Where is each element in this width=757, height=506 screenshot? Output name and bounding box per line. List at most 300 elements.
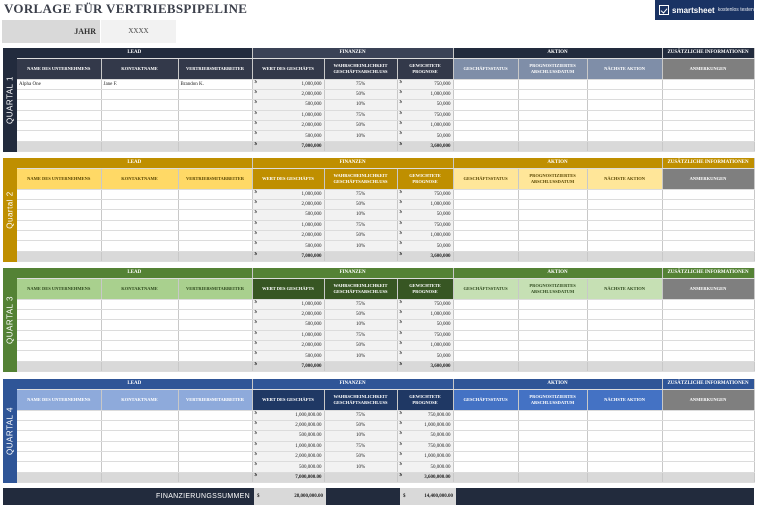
close-probability-cell[interactable]: 50%: [324, 199, 397, 209]
currency-symbol: $: [254, 472, 258, 478]
sales-rep-cell[interactable]: [178, 131, 252, 141]
deal-status-cell[interactable]: [453, 320, 518, 330]
currency-symbol: $: [254, 131, 258, 137]
forecast-close-date-cell[interactable]: [518, 452, 587, 462]
deal-status-cell[interactable]: [453, 341, 518, 351]
weighted-forecast-cell[interactable]: [397, 121, 453, 131]
deal-value-cell[interactable]: [252, 131, 324, 141]
sales-rep-cell[interactable]: [178, 189, 252, 199]
company-name-cell[interactable]: [17, 341, 101, 351]
company-name-cell[interactable]: [17, 309, 101, 319]
contact-name-cell[interactable]: [101, 100, 178, 110]
next-action-cell[interactable]: [587, 241, 662, 251]
close-probability-cell[interactable]: 10%: [324, 241, 397, 251]
contact-name-cell[interactable]: [101, 441, 178, 451]
contact-name-cell[interactable]: Jane F.: [101, 79, 178, 89]
close-probability-cell[interactable]: 75%: [324, 410, 397, 420]
deal-status-cell[interactable]: [453, 351, 518, 361]
deal-value-cell[interactable]: [252, 431, 324, 441]
company-name-cell[interactable]: [17, 89, 101, 99]
notes-cell[interactable]: [662, 330, 754, 340]
deal-status-cell[interactable]: [453, 420, 518, 430]
notes-cell[interactable]: [662, 110, 754, 120]
close-probability-cell[interactable]: 50%: [324, 89, 397, 99]
weighted-forecast-cell[interactable]: [397, 89, 453, 99]
currency-symbol: $: [254, 110, 258, 116]
forecast-close-date-cell[interactable]: [518, 89, 587, 99]
company-name-cell[interactable]: [17, 320, 101, 330]
contact-name-cell[interactable]: [101, 410, 178, 420]
contact-name-cell[interactable]: [101, 431, 178, 441]
deal-status-cell[interactable]: [453, 231, 518, 241]
notes-cell[interactable]: [662, 199, 754, 209]
close-probability-cell[interactable]: 10%: [324, 320, 397, 330]
sales-rep-cell[interactable]: [178, 330, 252, 340]
contact-name-cell[interactable]: [101, 131, 178, 141]
table-row: [17, 420, 754, 430]
company-name-cell[interactable]: [17, 100, 101, 110]
forecast-close-date-cell[interactable]: [518, 410, 587, 420]
weighted-forecast-cell[interactable]: [397, 341, 453, 351]
column-header-company-name: NAME DES UNTERNEHMENS: [17, 278, 101, 299]
company-name-cell[interactable]: [17, 420, 101, 430]
company-name-cell[interactable]: [17, 110, 101, 120]
weighted-forecast-cell[interactable]: [397, 220, 453, 230]
close-probability-cell[interactable]: 10%: [324, 210, 397, 220]
contact-name-cell[interactable]: [101, 189, 178, 199]
contact-name-cell[interactable]: [101, 110, 178, 120]
next-action-cell[interactable]: [587, 320, 662, 330]
weighted-forecast-value: 750,000: [434, 301, 451, 307]
total-sales-rep-cell: [178, 472, 252, 482]
weighted-forecast-cell[interactable]: [397, 110, 453, 120]
sales-rep-cell[interactable]: [178, 341, 252, 351]
forecast-close-date-cell[interactable]: [518, 100, 587, 110]
weighted-forecast-cell[interactable]: [397, 441, 453, 451]
company-name-cell[interactable]: [17, 210, 101, 220]
contact-name-cell[interactable]: [101, 452, 178, 462]
contact-name-cell[interactable]: [101, 309, 178, 319]
weighted-forecast-value: 750,000.00: [428, 412, 451, 418]
weighted-forecast-value: 50,000.00: [430, 464, 451, 470]
close-probability-cell[interactable]: 75%: [324, 441, 397, 451]
table-row: [17, 341, 754, 351]
deal-status-cell[interactable]: [453, 100, 518, 110]
company-name-cell[interactable]: [17, 452, 101, 462]
close-probability-cell[interactable]: 75%: [324, 330, 397, 340]
sales-rep-cell[interactable]: [178, 309, 252, 319]
deal-value-value: 1,000,000: [301, 301, 322, 307]
table-row: [17, 189, 754, 199]
forecast-close-date-cell[interactable]: [518, 121, 587, 131]
deal-status-cell[interactable]: [453, 189, 518, 199]
deal-value-cell[interactable]: [252, 330, 324, 340]
next-action-cell[interactable]: [587, 351, 662, 361]
pipeline-table: [17, 268, 755, 372]
deal-value-cell[interactable]: [252, 89, 324, 99]
deal-value-value: 500,000.00: [299, 464, 322, 470]
close-probability-cell[interactable]: 10%: [324, 100, 397, 110]
close-probability-cell[interactable]: 50%: [324, 121, 397, 131]
next-action-cell[interactable]: [587, 299, 662, 309]
close-probability-cell[interactable]: 50%: [324, 341, 397, 351]
company-name-cell[interactable]: [17, 231, 101, 241]
close-probability-cell[interactable]: 50%: [324, 231, 397, 241]
forecast-close-date-cell[interactable]: [518, 351, 587, 361]
deal-value-cell[interactable]: [252, 241, 324, 251]
deal-status-cell[interactable]: [453, 79, 518, 89]
notes-cell[interactable]: [662, 341, 754, 351]
next-action-cell[interactable]: [587, 441, 662, 451]
forecast-close-date-cell[interactable]: [518, 320, 587, 330]
next-action-cell[interactable]: [587, 420, 662, 430]
section-title-finance: FINANZEN: [252, 158, 453, 168]
sales-rep-cell[interactable]: [178, 441, 252, 451]
deal-status-cell[interactable]: [453, 110, 518, 120]
deal-value-value: 1,000,000.00: [295, 443, 322, 449]
deal-status-cell[interactable]: [453, 410, 518, 420]
weighted-forecast-cell[interactable]: [397, 199, 453, 209]
weighted-forecast-cell[interactable]: [397, 410, 453, 420]
deal-status-cell[interactable]: [453, 241, 518, 251]
weighted-forecast-cell[interactable]: [397, 351, 453, 361]
contact-name-cell[interactable]: [101, 341, 178, 351]
currency-symbol: $: [399, 189, 403, 195]
deal-value-cell[interactable]: [252, 452, 324, 462]
deal-value-cell[interactable]: [252, 410, 324, 420]
total-close-probability-cell: [324, 472, 397, 482]
next-action-cell[interactable]: [587, 309, 662, 319]
weighted-forecast-cell[interactable]: [397, 241, 453, 251]
column-header-contact-name: KONTAKTNAME: [101, 168, 178, 189]
forecast-close-date-cell[interactable]: [518, 431, 587, 441]
sales-rep-cell[interactable]: [178, 89, 252, 99]
notes-cell[interactable]: [662, 351, 754, 361]
total-forecast-close-date-cell: [518, 361, 587, 371]
close-probability-cell[interactable]: 50%: [324, 420, 397, 430]
notes-cell[interactable]: [662, 462, 754, 472]
sales-rep-cell[interactable]: [178, 462, 252, 472]
contact-name-cell[interactable]: [101, 462, 178, 472]
weighted-forecast-value: 750,000: [434, 332, 451, 338]
forecast-close-date-cell[interactable]: [518, 199, 587, 209]
weighted-forecast-value: 1,000,000: [430, 92, 451, 98]
deal-value-cell[interactable]: [252, 220, 324, 230]
sales-rep-cell[interactable]: [178, 299, 252, 309]
column-header-close-probability: WAHRSCHEINLICHKEIT GESCHÄFTSABSCHLUSS: [324, 389, 397, 410]
sales-rep-cell[interactable]: [178, 110, 252, 120]
notes-cell[interactable]: [662, 420, 754, 430]
weighted-forecast-cell[interactable]: [397, 100, 453, 110]
total-forecast-close-date-cell: [518, 141, 587, 151]
total-notes-cell: [662, 251, 754, 261]
deal-value-cell[interactable]: [252, 121, 324, 131]
section-title-info: ZUSÄTZLICHE INFORMATIONEN: [662, 158, 754, 168]
deal-value-cell[interactable]: [252, 441, 324, 451]
notes-cell[interactable]: [662, 320, 754, 330]
total-weighted-forecast: 14,400,000.00: [424, 494, 453, 499]
column-header-next-action: NÄCHSTE AKTION: [587, 168, 662, 189]
weighted-forecast-cell[interactable]: [397, 431, 453, 441]
deal-status-cell[interactable]: [453, 330, 518, 340]
deal-value-value: 2,000,000: [301, 202, 322, 208]
forecast-close-date-cell[interactable]: [518, 299, 587, 309]
column-header-notes: ANMERKUNGEN: [662, 58, 754, 79]
weighted-forecast-cell[interactable]: [397, 189, 453, 199]
deal-status-cell[interactable]: [453, 441, 518, 451]
sales-rep-cell[interactable]: [178, 452, 252, 462]
company-name-cell[interactable]: [17, 431, 101, 441]
smartsheet-logo-button[interactable]: [655, 0, 754, 20]
column-header-weighted-forecast: GEWICHTETE PROGNOSE: [397, 278, 453, 299]
column-header-deal-value: WERT DES GESCHÄFTS: [252, 58, 324, 79]
notes-cell[interactable]: [662, 189, 754, 199]
deal-status-cell[interactable]: [453, 452, 518, 462]
table-row: [17, 410, 754, 420]
notes-cell[interactable]: [662, 121, 754, 131]
contact-name-cell[interactable]: [101, 199, 178, 209]
weighted-forecast-cell[interactable]: [397, 131, 453, 141]
next-action-cell[interactable]: [587, 431, 662, 441]
notes-cell[interactable]: [662, 79, 754, 89]
next-action-cell[interactable]: [587, 121, 662, 131]
section-title-action: AKTION: [453, 48, 662, 58]
contact-name-cell[interactable]: [101, 320, 178, 330]
section-title-action: AKTION: [453, 158, 662, 168]
company-name-cell[interactable]: [17, 330, 101, 340]
deal-status-cell[interactable]: [453, 309, 518, 319]
notes-cell[interactable]: [662, 431, 754, 441]
forecast-close-date-cell[interactable]: [518, 79, 587, 89]
next-action-cell[interactable]: [587, 189, 662, 199]
company-name-cell[interactable]: [17, 121, 101, 131]
contact-name-cell[interactable]: [101, 231, 178, 241]
sales-rep-cell[interactable]: [178, 199, 252, 209]
weighted-forecast-cell[interactable]: [397, 462, 453, 472]
company-name-cell[interactable]: [17, 410, 101, 420]
sales-rep-cell[interactable]: [178, 100, 252, 110]
close-probability-cell[interactable]: 75%: [324, 299, 397, 309]
weighted-forecast-cell[interactable]: [397, 309, 453, 319]
sales-rep-cell[interactable]: [178, 420, 252, 430]
forecast-close-date-cell[interactable]: [518, 241, 587, 251]
company-name-cell[interactable]: [17, 241, 101, 251]
next-action-cell[interactable]: [587, 231, 662, 241]
deal-value-cell[interactable]: [252, 100, 324, 110]
forecast-close-date-cell[interactable]: [518, 441, 587, 451]
quarter-label: [3, 268, 17, 372]
table-row: [17, 210, 754, 220]
company-name-cell[interactable]: [17, 351, 101, 361]
column-header-contact-name: KONTAKTNAME: [101, 58, 178, 79]
deal-value-cell[interactable]: [252, 299, 324, 309]
pipeline-table: [17, 48, 755, 152]
notes-cell[interactable]: [662, 231, 754, 241]
weighted-forecast-cell[interactable]: [397, 210, 453, 220]
company-name-cell[interactable]: Alpha One: [17, 79, 101, 89]
currency-symbol: $: [254, 309, 258, 315]
weighted-forecast-cell[interactable]: [397, 452, 453, 462]
company-name-cell[interactable]: [17, 220, 101, 230]
notes-cell[interactable]: [662, 441, 754, 451]
table-row: [17, 220, 754, 230]
column-header-close-probability: WAHRSCHEINLICHKEIT GESCHÄFTSABSCHLUSS: [324, 58, 397, 79]
total-row: [17, 472, 754, 482]
close-probability-cell[interactable]: 75%: [324, 189, 397, 199]
close-probability-cell[interactable]: 50%: [324, 309, 397, 319]
close-probability-cell[interactable]: 10%: [324, 131, 397, 141]
deal-value-cell[interactable]: [252, 189, 324, 199]
close-probability-cell[interactable]: 10%: [324, 351, 397, 361]
next-action-cell[interactable]: [587, 452, 662, 462]
deal-value-cell[interactable]: [252, 199, 324, 209]
deal-status-cell[interactable]: [453, 210, 518, 220]
notes-cell[interactable]: [662, 299, 754, 309]
deal-value-cell[interactable]: [252, 309, 324, 319]
close-probability-cell[interactable]: 10%: [324, 462, 397, 472]
next-action-cell[interactable]: [587, 220, 662, 230]
next-action-cell[interactable]: [587, 210, 662, 220]
column-header-sales-rep: VERTRIEBSMITARBEITER: [178, 168, 252, 189]
forecast-close-date-cell[interactable]: [518, 189, 587, 199]
weighted-forecast-cell[interactable]: [397, 320, 453, 330]
company-name-cell[interactable]: [17, 189, 101, 199]
company-name-cell[interactable]: [17, 462, 101, 472]
forecast-close-date-cell[interactable]: [518, 330, 587, 340]
weighted-forecast-cell[interactable]: [397, 420, 453, 430]
weighted-forecast-cell[interactable]: [397, 79, 453, 89]
contact-name-cell[interactable]: [101, 299, 178, 309]
deal-value-cell[interactable]: [252, 320, 324, 330]
notes-cell[interactable]: [662, 89, 754, 99]
next-action-cell[interactable]: [587, 89, 662, 99]
contact-name-cell[interactable]: [101, 420, 178, 430]
deal-status-cell[interactable]: [453, 299, 518, 309]
currency-symbol: $: [399, 351, 403, 357]
forecast-close-date-cell[interactable]: [518, 110, 587, 120]
notes-cell[interactable]: [662, 452, 754, 462]
currency-symbol: $: [254, 420, 258, 426]
year-field[interactable]: XXXX: [101, 20, 176, 43]
next-action-cell[interactable]: [587, 110, 662, 120]
deal-value-cell[interactable]: [252, 110, 324, 120]
deal-status-cell[interactable]: [453, 462, 518, 472]
company-name-cell[interactable]: [17, 199, 101, 209]
currency-symbol: $: [254, 410, 258, 416]
total-contact-name-cell: [101, 141, 178, 151]
next-action-cell[interactable]: [587, 100, 662, 110]
sales-rep-cell[interactable]: [178, 320, 252, 330]
forecast-close-date-cell[interactable]: [518, 210, 587, 220]
weighted-forecast-cell[interactable]: [397, 231, 453, 241]
deal-value-cell[interactable]: [252, 79, 324, 89]
deal-value-cell[interactable]: [252, 341, 324, 351]
funding-totals-label: FINANZIERUNGSSUMMEN: [156, 493, 250, 500]
forecast-close-date-cell[interactable]: [518, 220, 587, 230]
close-probability-cell[interactable]: 75%: [324, 110, 397, 120]
deal-status-cell[interactable]: [453, 431, 518, 441]
forecast-close-date-cell[interactable]: [518, 462, 587, 472]
deal-value-cell[interactable]: [252, 462, 324, 472]
notes-cell[interactable]: [662, 100, 754, 110]
contact-name-cell[interactable]: [101, 351, 178, 361]
forecast-close-date-cell[interactable]: [518, 231, 587, 241]
notes-cell[interactable]: [662, 220, 754, 230]
quarter-label: [3, 48, 17, 152]
close-probability-cell[interactable]: 10%: [324, 431, 397, 441]
weighted-forecast-cell[interactable]: [397, 299, 453, 309]
sales-rep-cell[interactable]: [178, 231, 252, 241]
close-probability-cell[interactable]: 75%: [324, 220, 397, 230]
weighted-forecast-cell[interactable]: [397, 330, 453, 340]
contact-name-cell[interactable]: [101, 220, 178, 230]
next-action-cell[interactable]: [587, 330, 662, 340]
company-name-cell[interactable]: [17, 131, 101, 141]
forecast-close-date-cell[interactable]: [518, 341, 587, 351]
sales-rep-cell[interactable]: Brandon K.: [178, 79, 252, 89]
sales-rep-cell[interactable]: [178, 410, 252, 420]
weighted-forecast-value: 750,000: [434, 191, 451, 197]
next-action-cell[interactable]: [587, 341, 662, 351]
notes-cell[interactable]: [662, 309, 754, 319]
currency-symbol: $: [399, 320, 403, 326]
contact-name-cell[interactable]: [101, 121, 178, 131]
notes-cell[interactable]: [662, 210, 754, 220]
close-probability-cell[interactable]: 50%: [324, 452, 397, 462]
next-action-cell[interactable]: [587, 79, 662, 89]
sales-rep-cell[interactable]: [178, 121, 252, 131]
currency-symbol: $: [399, 452, 403, 458]
section-title-action: AKTION: [453, 268, 662, 278]
contact-name-cell[interactable]: [101, 241, 178, 251]
deal-status-cell[interactable]: [453, 121, 518, 131]
total-deal-value-cell: [252, 361, 324, 371]
total-deal-status-cell: [453, 251, 518, 261]
sales-rep-cell[interactable]: [178, 431, 252, 441]
deal-status-cell[interactable]: [453, 131, 518, 141]
deal-value-cell[interactable]: [252, 420, 324, 430]
contact-name-cell[interactable]: [101, 330, 178, 340]
close-probability-cell[interactable]: 75%: [324, 79, 397, 89]
contact-name-cell[interactable]: [101, 89, 178, 99]
sales-rep-cell[interactable]: [178, 220, 252, 230]
next-action-cell[interactable]: [587, 410, 662, 420]
deal-status-cell[interactable]: [453, 199, 518, 209]
contact-name-cell[interactable]: [101, 210, 178, 220]
deal-value-cell[interactable]: [252, 351, 324, 361]
deal-value-cell[interactable]: [252, 231, 324, 241]
notes-cell[interactable]: [662, 131, 754, 141]
company-name-cell[interactable]: [17, 299, 101, 309]
forecast-close-date-cell[interactable]: [518, 131, 587, 141]
deal-value-cell[interactable]: [252, 210, 324, 220]
notes-cell[interactable]: [662, 241, 754, 251]
next-action-cell[interactable]: [587, 131, 662, 141]
next-action-cell[interactable]: [587, 462, 662, 472]
sales-rep-cell[interactable]: [178, 210, 252, 220]
notes-cell[interactable]: [662, 410, 754, 420]
sales-rep-cell[interactable]: [178, 351, 252, 361]
forecast-close-date-cell[interactable]: [518, 309, 587, 319]
company-name-cell[interactable]: [17, 441, 101, 451]
forecast-close-date-cell[interactable]: [518, 420, 587, 430]
deal-status-cell[interactable]: [453, 89, 518, 99]
deal-status-cell[interactable]: [453, 220, 518, 230]
total-row: [17, 141, 754, 151]
next-action-cell[interactable]: [587, 199, 662, 209]
sales-rep-cell[interactable]: [178, 241, 252, 251]
weighted-forecast-value: 750,000: [434, 222, 451, 228]
